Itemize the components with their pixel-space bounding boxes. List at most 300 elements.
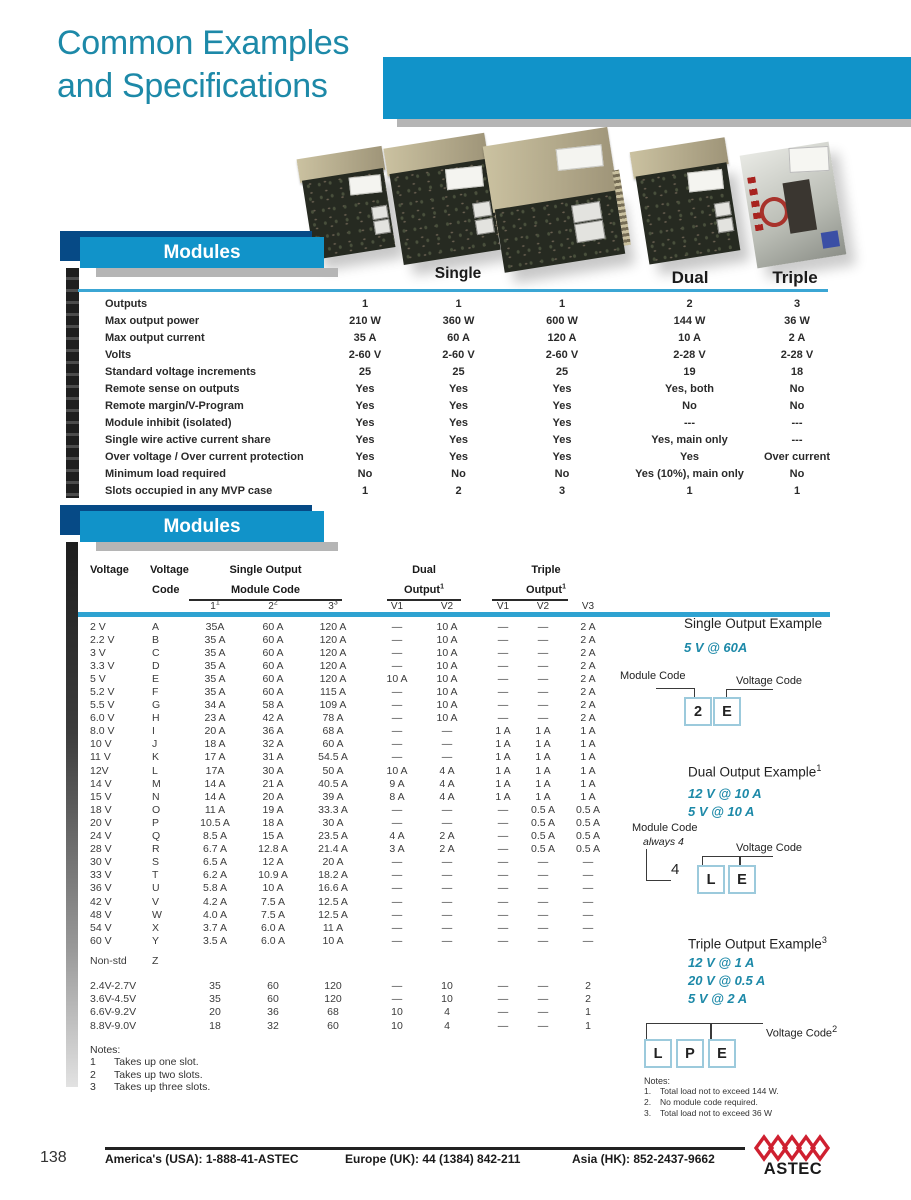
spec-value-dual: 1 xyxy=(686,484,693,497)
cell-dual-v2: 10 A xyxy=(436,659,458,672)
spec-value-single-3: 1 xyxy=(558,297,566,310)
triple-voltage-code-box-1: L xyxy=(644,1039,672,1068)
spec-value-single-3: 2-60 V xyxy=(545,348,579,361)
mt-header-dual-output: Output$^1$ xyxy=(404,583,444,596)
cell-module-1: 4.2 A xyxy=(203,895,227,908)
cell-module-2: 10.9 A xyxy=(258,869,288,882)
cell-voltage: 3 V xyxy=(90,646,106,659)
cell-voltage-code: W xyxy=(152,908,162,921)
notes-title: Notes: xyxy=(644,1076,671,1086)
cell-triple-v3: 2 A xyxy=(580,659,596,672)
cell-voltage: 2 V xyxy=(90,620,106,633)
cell-module-1: 20 A xyxy=(204,725,226,738)
module-table-row xyxy=(88,738,614,751)
cell-voltage: 30 V xyxy=(90,856,112,869)
cell-voltage: 15 V xyxy=(90,790,112,803)
spec-value-dual: No xyxy=(682,399,697,412)
spec-value-single-3: 25 xyxy=(555,365,569,378)
spec-value-single-1: 25 xyxy=(358,365,372,378)
spec-value-triple: No xyxy=(789,399,805,412)
modules-section-bar xyxy=(80,237,324,268)
spec-value-triple: No xyxy=(789,382,805,395)
cell-voltage-code: Y xyxy=(152,934,160,947)
note-item xyxy=(90,1069,210,1082)
spec-value-single-3: 3 xyxy=(558,484,566,497)
spec-value-dual: Yes, main only xyxy=(651,433,728,446)
triple-example-title: Triple Output Example$^3$ xyxy=(688,935,827,952)
cell-dual-v2: 4 xyxy=(444,1019,450,1032)
module-table-row xyxy=(88,921,614,934)
cell-dual-v2: 4 xyxy=(444,1006,450,1019)
dual-example-value-2: 5 V @ 10 A xyxy=(688,804,755,819)
cell-module-3: 120 xyxy=(324,979,342,992)
cell-triple-v1: 1 A xyxy=(495,764,511,777)
mt-subheader-dual-v1: V1 xyxy=(390,601,404,612)
cell-module-3: 11 A xyxy=(322,921,344,934)
cell-triple-v3: 2 A xyxy=(580,699,596,712)
note-number: 3. xyxy=(644,1108,652,1118)
spec-value-triple: --- xyxy=(791,433,803,446)
spec-table-row xyxy=(88,380,832,397)
cell-triple-v1: — xyxy=(497,803,509,816)
module-table-row xyxy=(88,685,614,698)
note-text: Takes up two slots. xyxy=(114,1068,203,1081)
spec-row-label: Module inhibit (isolated) xyxy=(105,416,232,429)
single-voltage-code-box: E xyxy=(713,697,741,726)
note-number: 1 xyxy=(90,1056,96,1068)
cell-module-1: 35A xyxy=(205,620,225,633)
spec-value-single-1: Yes xyxy=(355,450,375,463)
note-number: 3 xyxy=(90,1081,96,1094)
cell-module-1: 18 A xyxy=(204,738,226,751)
cell-voltage-code: S xyxy=(152,856,160,869)
spec-value-single-2: 360 W xyxy=(442,314,475,327)
footer-page-number: 138 xyxy=(40,1149,67,1166)
cell-triple-v3: 1 A xyxy=(580,751,596,764)
cell-dual-v1: — xyxy=(391,620,403,633)
single-example-title: Single Output Example xyxy=(684,616,823,631)
cell-voltage: 14 V xyxy=(90,777,112,790)
cell-module-1: 17 A xyxy=(204,751,226,764)
cell-module-1: 35 A xyxy=(204,672,226,685)
cell-dual-v1: — xyxy=(391,738,403,751)
cell-module-1: 35 xyxy=(209,979,221,992)
cell-dual-v2: 4 A xyxy=(439,790,455,803)
mt-header-single-output: Single Output xyxy=(229,564,302,576)
footer-rule xyxy=(105,1147,745,1150)
cell-voltage: 11 V xyxy=(90,751,111,764)
spec-row-label: Slots occupied in any MVP case xyxy=(105,484,273,497)
cell-module-2: 60 A xyxy=(262,633,284,646)
cell-dual-v2: 4 A xyxy=(439,764,455,777)
cell-module-1: 35 A xyxy=(204,686,226,699)
cell-triple-v2: 1 A xyxy=(535,790,551,803)
dual-voltage-code-box-2: E xyxy=(728,865,756,894)
cell-module-1: 35 A xyxy=(204,633,226,646)
cell-dual-v2: — xyxy=(441,934,453,947)
cell-triple-v1: — xyxy=(497,882,509,895)
cell-dual-v1: — xyxy=(391,908,403,921)
cell-voltage-code: T xyxy=(152,869,159,882)
note-text: No module code required. xyxy=(660,1097,758,1107)
spec-table-row xyxy=(88,363,832,380)
mt-subheader-triple-v2: V2 xyxy=(536,601,550,612)
cell-module-3: 16.6 A xyxy=(318,882,348,895)
module-table-row xyxy=(88,751,614,764)
cell-dual-v2: — xyxy=(441,895,453,908)
cell-module-2: 31 A xyxy=(262,751,284,764)
cell-voltage-code: H xyxy=(152,712,160,725)
module-terminal xyxy=(713,201,732,218)
cell-triple-v3: 0.5 A xyxy=(576,830,600,843)
footer-contact-europe: Europe (UK): 44 (1384) 842-211 xyxy=(345,1152,521,1166)
triple-example-note-ref: 3 xyxy=(821,935,827,945)
cell-dual-v2: — xyxy=(441,882,453,895)
cell-triple-v1: 1 A xyxy=(495,738,511,751)
spec-table-row xyxy=(88,465,832,482)
spec-value-dual: 2 xyxy=(686,297,693,310)
spec-table-row xyxy=(88,312,832,329)
cell-voltage: 42 V xyxy=(90,895,112,908)
cell-voltage: 24 V xyxy=(90,830,112,843)
cell-module-1: 35 xyxy=(209,993,221,1006)
module-table-notes xyxy=(90,1044,210,1094)
cell-triple-v2: 1 A xyxy=(535,751,551,764)
triple-example-value-3: 5 V @ 2 A xyxy=(688,991,748,1006)
cell-triple-v3: — xyxy=(582,921,594,934)
cell-module-2: 60 A xyxy=(262,646,284,659)
cell-dual-v1: — xyxy=(391,712,403,725)
cell-module-3: 21.4 A xyxy=(318,843,348,856)
cell-triple-v1: — xyxy=(497,979,509,992)
cell-module-1: 6.5 A xyxy=(203,856,227,869)
cell-voltage-code: Q xyxy=(152,830,161,843)
spec-value-single-3: Yes xyxy=(552,450,572,463)
module-table-row xyxy=(88,712,614,725)
cell-dual-v1: — xyxy=(391,803,403,816)
cell-voltage-code: B xyxy=(152,633,160,646)
module-label-sticker xyxy=(789,146,830,173)
spec-row-label: Over voltage / Over current protection xyxy=(105,450,304,463)
cell-triple-v3: 1 A xyxy=(580,790,596,803)
spec-row-label: Single wire active current share xyxy=(105,433,271,446)
cell-triple-v3: 0.5 A xyxy=(576,803,600,816)
mt-header-dual: Dual xyxy=(412,564,436,576)
cell-module-1: 23 A xyxy=(204,712,226,725)
triple-example-value-2: 20 V @ 0.5 A xyxy=(688,973,766,988)
cell-triple-v3: 1 xyxy=(585,1019,591,1032)
cell-module-3: 60 A xyxy=(322,738,344,751)
cell-triple-v3: — xyxy=(582,934,594,947)
cell-triple-v3: 1 A xyxy=(580,777,596,790)
cell-triple-v1: — xyxy=(497,908,509,921)
cell-dual-v1: — xyxy=(391,869,403,882)
cell-dual-v2: 10 A xyxy=(436,712,458,725)
note-text: Total load not to exceed 144 W. xyxy=(660,1086,779,1096)
cell-dual-v1: — xyxy=(391,725,403,738)
cell-dual-v2: — xyxy=(441,921,453,934)
cell-triple-v2: 0.5 A xyxy=(531,816,555,829)
module-table-row xyxy=(88,992,614,1005)
cell-dual-v1: 10 xyxy=(391,1006,403,1019)
spec-value-single-1: 2-60 V xyxy=(348,348,382,361)
cell-triple-v2: — xyxy=(537,633,549,646)
spec-value-single-3: Yes xyxy=(552,433,572,446)
cell-triple-v2: 0.5 A xyxy=(531,843,555,856)
cell-module-3: 78 A xyxy=(322,712,344,725)
note-number: 1. xyxy=(644,1086,652,1096)
spec-value-triple: 36 W xyxy=(784,314,810,327)
cell-module-3: 120 A xyxy=(319,620,347,633)
cell-triple-v3: 2 A xyxy=(580,646,596,659)
cell-triple-v2: — xyxy=(537,699,549,712)
cell-module-2: 6.0 A xyxy=(261,921,285,934)
cell-module-2: 10 A xyxy=(262,882,284,895)
modules-bar-label: Modules xyxy=(163,515,241,537)
spec-table xyxy=(88,295,832,499)
dual-example-note-ref: 1 xyxy=(816,763,822,773)
cell-triple-v1: — xyxy=(497,1019,509,1032)
note-item xyxy=(644,1108,779,1119)
cell-module-3: 10 A xyxy=(322,934,344,947)
cell-dual-v2: — xyxy=(441,803,453,816)
spec-group-dual: Dual xyxy=(671,268,709,287)
spec-table-row xyxy=(88,295,832,312)
cell-triple-v1: — xyxy=(497,659,509,672)
cell-module-2: 60 xyxy=(267,993,279,1006)
spec-value-triple: 2 A xyxy=(788,331,806,344)
cell-module-3: 33.3 A xyxy=(318,803,348,816)
cell-voltage-code: N xyxy=(152,790,160,803)
cell-dual-v1: — xyxy=(391,979,403,992)
cell-triple-v2: 0.5 A xyxy=(531,830,555,843)
cell-voltage: 3.6V-4.5V xyxy=(90,993,137,1006)
spec-value-single-2: Yes xyxy=(449,382,468,395)
note-text: Takes up three slots. xyxy=(114,1081,211,1094)
cell-triple-v3: 2 A xyxy=(580,712,596,725)
triple-voltage-code-box-3: E xyxy=(708,1039,736,1068)
cell-dual-v2: 10 A xyxy=(436,686,458,699)
cell-dual-v2: 4 A xyxy=(439,777,455,790)
cell-module-2: 7.5 A xyxy=(261,895,285,908)
cell-triple-v2: — xyxy=(537,646,549,659)
cell-module-1: 3.5 A xyxy=(203,934,227,947)
spec-value-single-1: Yes xyxy=(355,382,375,395)
module-table-row xyxy=(88,895,614,908)
cell-triple-v3: 0.5 A xyxy=(576,816,600,829)
cell-module-2: 32 xyxy=(267,1019,279,1032)
footer-contact-usa: America's (USA): 1-888-41-ASTEC xyxy=(105,1152,299,1166)
dual-module-code-value: 4 xyxy=(671,861,680,878)
cell-dual-v1: 10 xyxy=(391,1019,403,1032)
module-label-sticker xyxy=(687,168,724,192)
cell-voltage: 33 V xyxy=(90,869,112,882)
mt-header-triple-output: Output$^1$ xyxy=(526,583,566,596)
cell-triple-v3: 2 xyxy=(585,993,591,1006)
cell-triple-v3: 1 xyxy=(585,1006,591,1019)
spec-value-single-3: Yes xyxy=(552,382,572,395)
cell-dual-v1: — xyxy=(391,659,403,672)
cell-triple-v2: — xyxy=(537,908,549,921)
mt-subheader-triple-v1: V1 xyxy=(496,601,510,612)
module-table-row xyxy=(88,882,614,895)
cell-triple-v1: — xyxy=(497,672,509,685)
cell-module-2: 60 A xyxy=(262,672,284,685)
cell-triple-v2: 1 A xyxy=(535,725,551,738)
cell-triple-v2: — xyxy=(537,882,549,895)
dual-output-note-ref: 1 xyxy=(440,583,444,591)
module-table-row xyxy=(88,816,614,829)
cell-triple-v1: — xyxy=(497,921,509,934)
cell-module-1: 35 A xyxy=(204,646,226,659)
cell-dual-v1: — xyxy=(391,993,403,1006)
cell-dual-v1: — xyxy=(391,895,403,908)
module-table-row xyxy=(88,803,614,816)
cell-voltage: 36 V xyxy=(90,882,112,895)
triple-example-value-1: 12 V @ 1 A xyxy=(688,955,755,970)
spec-row-label: Volts xyxy=(105,348,132,361)
spec-value-single-1: 1 xyxy=(361,297,369,310)
spec-value-single-2: 2-60 V xyxy=(442,348,475,361)
cell-triple-v1: — xyxy=(497,699,509,712)
module-table-row xyxy=(88,830,614,843)
cell-triple-v2: — xyxy=(537,934,549,947)
spec-value-single-1: 210 W xyxy=(349,314,381,327)
nonstd-code: Z xyxy=(152,955,159,967)
cell-module-2: 12 A xyxy=(262,856,284,869)
cell-triple-v2: — xyxy=(537,620,549,633)
cell-module-2: 60 xyxy=(267,979,279,992)
cell-dual-v1: 10 A xyxy=(386,672,408,685)
cell-voltage: 3.3 V xyxy=(90,659,115,672)
spec-table-row xyxy=(88,346,832,363)
cell-voltage: 5.2 V xyxy=(90,686,115,699)
cell-dual-v2: — xyxy=(441,738,453,751)
cell-voltage-code: R xyxy=(152,843,160,856)
cell-triple-v3: 2 A xyxy=(580,686,596,699)
spec-value-dual: 2-28 V xyxy=(673,348,706,361)
spec-value-single-1: Yes xyxy=(355,433,375,446)
cell-module-1: 20 xyxy=(209,1006,221,1019)
cell-triple-v3: 2 xyxy=(585,979,591,992)
cell-module-1: 17A xyxy=(205,764,225,777)
cell-voltage-code: L xyxy=(152,764,158,777)
spec-value-dual: Yes (10%), main only xyxy=(635,467,744,480)
cell-triple-v2: — xyxy=(537,712,549,725)
spec-table-row xyxy=(88,448,832,465)
cell-triple-v3: — xyxy=(582,869,594,882)
nonstd-label: Non-std xyxy=(90,955,127,967)
cell-dual-v2: — xyxy=(441,816,453,829)
cell-module-1: 6.2 A xyxy=(203,869,227,882)
astec-logo-icon xyxy=(752,1134,834,1162)
cell-triple-v1: — xyxy=(497,856,509,869)
cell-dual-v2: — xyxy=(441,751,453,764)
spec-row-label: Minimum load required xyxy=(105,467,227,480)
spec-table-row xyxy=(88,414,832,431)
cell-module-3: 109 A xyxy=(319,699,347,712)
cell-triple-v1: — xyxy=(497,646,509,659)
cell-voltage-code: J xyxy=(152,738,158,751)
cell-dual-v1: — xyxy=(391,646,403,659)
module-table-row xyxy=(88,790,614,803)
mt-subheader-2: $2^2$ xyxy=(268,599,278,612)
spec-value-single-3: No xyxy=(554,467,570,480)
cell-triple-v2: 1 A xyxy=(535,777,551,790)
module-table-row xyxy=(88,934,614,947)
cell-module-1: 5.8 A xyxy=(203,882,227,895)
module-table-row xyxy=(88,908,614,921)
cell-module-1: 14 A xyxy=(204,777,226,790)
cell-module-1: 35 A xyxy=(204,659,226,672)
cell-module-2: 30 A xyxy=(262,764,284,777)
cell-dual-v2: 10 A xyxy=(436,646,458,659)
cell-voltage: 8.0 V xyxy=(90,725,115,738)
spec-table-row xyxy=(88,431,832,448)
module-terminal xyxy=(374,219,391,234)
cell-module-1: 8.5 A xyxy=(203,830,227,843)
spec-value-triple: No xyxy=(789,467,805,480)
cell-triple-v3: — xyxy=(582,882,594,895)
cell-module-2: 36 A xyxy=(262,725,284,738)
module-table xyxy=(88,620,614,947)
page-title xyxy=(57,22,349,108)
module-table-row xyxy=(88,699,614,712)
cell-module-2: 32 A xyxy=(262,738,284,751)
cell-dual-v1: — xyxy=(391,751,403,764)
cell-triple-v1: — xyxy=(497,934,509,947)
module-photo-single-large xyxy=(485,127,626,273)
header-accent-block xyxy=(383,57,911,119)
module-table-row xyxy=(88,659,614,672)
cell-module-3: 23.5 A xyxy=(318,830,348,843)
module-table-nonstd xyxy=(88,979,614,1033)
spec-value-single-2: 2 xyxy=(455,484,462,497)
cell-voltage-code: I xyxy=(152,725,155,738)
cell-voltage-code: D xyxy=(152,659,160,672)
triple-voltage-code-connector xyxy=(646,1023,763,1040)
mt-subheader-3: $3^3$ xyxy=(328,599,338,612)
cell-module-2: 58 A xyxy=(262,699,284,712)
cell-voltage: 48 V xyxy=(90,908,112,921)
header-accent-shadow xyxy=(397,119,911,127)
dual-module-code-connector xyxy=(646,849,671,881)
cell-module-2: 42 A xyxy=(262,712,284,725)
cell-voltage: 2.2 V xyxy=(90,633,115,646)
astec-brand-name: ASTEC xyxy=(763,1160,823,1178)
mt-header-module-code: Module Code xyxy=(230,584,301,596)
cell-triple-v3: 2 A xyxy=(580,633,596,646)
mt-header-voltage-code-2: Code xyxy=(152,584,180,596)
spec-value-single-2: No xyxy=(451,467,466,480)
single-voltage-code-label: Voltage Code xyxy=(736,675,803,687)
cell-dual-v1: — xyxy=(391,934,403,947)
mt-subheader-triple-v3: V3 xyxy=(581,601,595,612)
spec-value-triple: 2-28 V xyxy=(780,348,814,361)
cell-voltage-code: F xyxy=(152,686,159,699)
cell-dual-v2: 10 A xyxy=(436,672,458,685)
cell-module-2: 36 xyxy=(267,1006,279,1019)
modules-bar-shadow xyxy=(96,268,338,277)
cell-voltage: 12V xyxy=(90,764,109,777)
cell-triple-v3: 0.5 A xyxy=(576,843,600,856)
examples-notes xyxy=(644,1076,779,1119)
cell-module-3: 54.5 A xyxy=(318,751,348,764)
spec-row-label: Max output power xyxy=(105,314,200,327)
triple-output-note-ref: 1 xyxy=(562,583,566,591)
triple-voltage-code-note-ref: 2 xyxy=(832,1024,838,1034)
cell-dual-v2: — xyxy=(441,869,453,882)
